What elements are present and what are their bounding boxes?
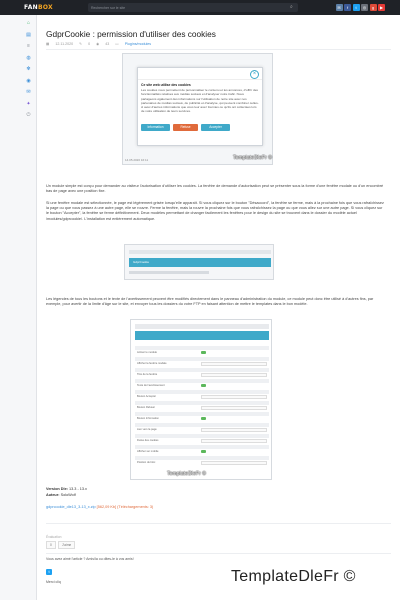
- facebook-icon[interactable]: f: [344, 4, 351, 11]
- version-line: [46, 487, 87, 491]
- folder-icon: ▭: [115, 42, 119, 46]
- admin-field: [201, 395, 267, 399]
- admin-row-label: Bouton Information: [137, 417, 159, 420]
- article-meta: [46, 42, 151, 46]
- site-logo[interactable]: [24, 4, 53, 11]
- search-input[interactable]: [88, 3, 298, 12]
- screenshot-footer-bar[interactable]: [124, 244, 274, 280]
- admin-row-label: Titre de la fenêtre: [137, 373, 158, 376]
- divider: [46, 523, 391, 524]
- admin-row: [135, 412, 269, 416]
- admin-row: [135, 401, 269, 405]
- version-value: 13.3 - 13.x: [69, 487, 87, 491]
- admin-row: [135, 423, 269, 427]
- admin-row-label: Activer le module: [137, 351, 157, 354]
- admin-field: [201, 461, 267, 465]
- category-link[interactable]: Plugins/modules: [124, 42, 152, 46]
- article-paragraph-1: Un module simple est conçu pour demander au visiteur l'autorisation d'utiliser les cookies. La fenêtre de demande d'autorisation peut se présenter sous la forme d'une fenêtre modale ou d'un encombré bas de page avec une position fixe.: [46, 184, 384, 194]
- comment-icon: ✎: [79, 42, 83, 46]
- admin-toggle: [201, 417, 206, 420]
- article-date: 12.11.2020: [55, 42, 74, 46]
- admin-row-label: Afficher sur mobile: [137, 450, 159, 453]
- globe-icon[interactable]: ◍: [26, 54, 31, 61]
- list-icon[interactable]: ≡: [27, 43, 30, 49]
- admin-row-label: Durée des cookies: [137, 439, 159, 442]
- article-paragraph-2: Si une fenêtre modale est sélectionnée, le page est légèrement grisée lorsqu'elle apparaît. Si vous cliquez sur le bouton "Désaccord", la fenêtre se ferme, mais à la prochaine fois que vous rafraîchissez la page ou que vous passez à une autre page, elle se rouvre. Ferme la fenêtre, mais la rouvre la prochaine fois que vous rafraîchissez la page ou que vous allez sur une autre page. Si vous cliquez sur le bouton "Accepter", la fenêtre se ferme définitivement. Deux modèles permettant de changer facilement les fenêtres pour le design du site se trouvent dans le dossier du modèle actuel /modules/gdprcookie/. L'installation est entièrement automatique.: [46, 201, 384, 221]
- logo-prefix: FAN: [24, 4, 38, 11]
- accept-button: Accepter: [201, 124, 230, 131]
- watermark: TemplateDleFr ©: [233, 155, 273, 161]
- google-plus-icon[interactable]: g: [370, 4, 377, 11]
- refuse-button: Refuse: [173, 124, 198, 131]
- gear-icon[interactable]: ✻: [26, 66, 31, 72]
- share-text: Vous avez aimé l'article ? Amis/Ia ou dites-le à vos amis!: [46, 557, 134, 561]
- screenshot-caption: 14.05.2020 16:11: [125, 158, 149, 162]
- article-content: [37, 15, 400, 600]
- comment-count: 0: [88, 42, 91, 46]
- admin-row: [135, 456, 269, 460]
- admin-toggle: [201, 351, 206, 354]
- admin-field: [201, 362, 267, 366]
- admin-row-label: Lien vers la page: [137, 428, 157, 431]
- screenshot-cookie-dialog[interactable]: [122, 53, 273, 165]
- search-icon[interactable]: ⌕: [290, 4, 293, 10]
- calendar-icon: ▦: [46, 42, 50, 46]
- like-button[interactable]: J'aime: [58, 541, 75, 549]
- download-line: [46, 505, 153, 509]
- screenshot-banner: [129, 258, 271, 267]
- page-title: GdprCookie : permission d'utiliser des cookies: [46, 29, 216, 39]
- mail-icon[interactable]: ✉: [26, 89, 31, 95]
- admin-toggle: [201, 384, 206, 387]
- top-bar: [0, 0, 400, 15]
- search-placeholder: Rechercher sur le site: [91, 5, 126, 10]
- admin-field: [201, 373, 267, 377]
- screenshot-bar: [129, 271, 209, 274]
- author-label: Auteur:: [46, 493, 60, 497]
- like-count: 0: [46, 541, 56, 549]
- admin-field: [201, 406, 267, 410]
- admin-field: [201, 439, 267, 443]
- banner-text: GdprCookie: [133, 260, 150, 264]
- author-line: [46, 493, 76, 497]
- twitter-share-icon[interactable]: t: [46, 569, 52, 575]
- version-label: Version Dle:: [46, 487, 68, 491]
- power-icon[interactable]: ⏻: [26, 112, 31, 118]
- admin-row: [135, 368, 269, 372]
- admin-row: [135, 445, 269, 449]
- twitter-icon[interactable]: t: [353, 4, 360, 11]
- author-value: SoloWolf: [60, 493, 76, 497]
- home-icon[interactable]: ⌂: [26, 20, 31, 26]
- admin-field: [201, 428, 267, 432]
- rating-label: Évaluation: [46, 535, 62, 539]
- odnoklassniki-icon[interactable]: ◎: [362, 5, 367, 10]
- admin-row: [135, 379, 269, 383]
- admin-row-label: Bouton Refuser: [137, 406, 156, 409]
- admin-row: [135, 434, 269, 438]
- sidebar: [0, 15, 37, 600]
- dialog-header: [138, 68, 262, 80]
- vk-icon[interactable]: ✉: [337, 5, 341, 10]
- newsletter-text: Merci cliq: [46, 580, 61, 584]
- puzzle-icon[interactable]: ✦: [26, 100, 31, 107]
- article-paragraph-3: Les légendes de tous les boutons et le texte de l'avertissement peuvent être modifiés directement dans le panneau d'administration du module, ce module peut donc être utilisé à d'autres fins, par exemple, pour avertir de la limite d'âge sur le site, et envoyer tous les dossiers du votre FTP en faisant attention de mettre le templates dans le bon modèle.: [46, 297, 374, 307]
- cookie-dialog: [137, 67, 263, 146]
- close-icon: ×: [250, 70, 259, 79]
- footer-watermark: TemplateDleFr ©: [231, 568, 356, 585]
- admin-banner: [135, 331, 269, 340]
- like-controls: [46, 541, 75, 549]
- admin-row-label: Bouton Accepter: [137, 395, 157, 398]
- admin-row-label: Position du bloc: [137, 461, 156, 464]
- eye-icon: ◉: [96, 42, 100, 46]
- dialog-text: Les cookies nous permettent de personnaliser le contenu et les annonces, d'offrir des fonctionnalités relatives aux médias sociaux et d'analyser notre trafic. Nous partageons également des informations sur l'utilisation de notre site avec nos partenaires de médias sociaux, de publicité et d'analyse, qui peuvent combiner celles-ci avec d'autres informations que vous leur avez fournies ou qu'ils ont collectées lors de votre utilisation de leurs services.: [141, 88, 259, 114]
- logo-suffix: BOX: [37, 4, 53, 11]
- view-count: 43: [105, 42, 110, 46]
- admin-row-label: Afficher la fenêtre modale: [137, 362, 167, 365]
- screenshot-admin-panel[interactable]: [130, 319, 272, 480]
- admin-row: [135, 346, 269, 350]
- watermark: TemplateDleFr ©: [167, 471, 207, 477]
- user-icon[interactable]: ◉: [26, 77, 31, 84]
- social-links: [336, 4, 386, 11]
- dialog-title: Ce site web utilise des cookies: [141, 83, 191, 87]
- youtube-icon[interactable]: ▶: [379, 5, 384, 10]
- download-link[interactable]: gdprcookie_dle13_3-13_x.zip: [46, 505, 96, 509]
- screenshot-bar: [129, 250, 271, 254]
- download-meta: [562,09 Kb] (Téléchargements: 3): [96, 505, 154, 509]
- divider: [46, 553, 391, 554]
- news-icon[interactable]: ▤: [26, 31, 31, 38]
- admin-row-label: Texte de l'avertissement: [137, 384, 165, 387]
- admin-header: [135, 324, 269, 329]
- admin-toggle: [201, 450, 206, 453]
- admin-row: [135, 357, 269, 361]
- divider: [46, 49, 391, 50]
- admin-row: [135, 390, 269, 394]
- info-button: Information: [141, 124, 170, 131]
